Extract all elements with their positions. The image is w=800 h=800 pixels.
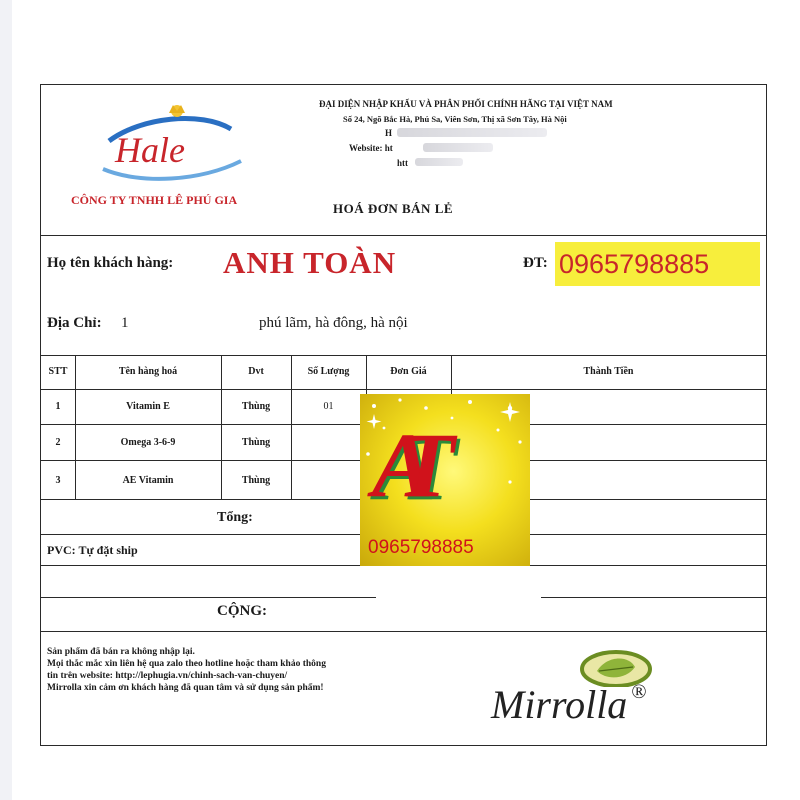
row3-stt: 3 — [55, 475, 61, 486]
blurred-website — [423, 143, 493, 152]
header-import-line: ĐẠI DIỆN NHẬP KHẨU VÀ PHÂN PHỐI CHÍNH HÃNG TẠI VIỆT NAM — [319, 99, 613, 109]
registered-mark: ® — [631, 681, 647, 703]
address-label: Địa Chỉ: — [47, 315, 102, 331]
total-label: Tổng: — [217, 510, 253, 525]
address-value: phú lãm, hà đông, hà nội — [259, 315, 408, 331]
blank-line-right — [541, 597, 766, 598]
row2-unit: Thùng — [241, 437, 271, 448]
page-edge-strip — [0, 0, 12, 800]
sticker-logo-letters: AT — [372, 414, 425, 516]
row1-unit: Thùng — [241, 401, 271, 412]
th-price: Đơn Giá — [390, 366, 427, 377]
table-header-line — [41, 389, 766, 390]
phone-label: ĐT: — [523, 255, 548, 271]
shipping-note: PVC: Tự đặt ship — [47, 543, 138, 557]
row2-name: Omega 3-6-9 — [120, 437, 176, 448]
header-address: Số 24, Ngõ Bắc Hà, Phú Sa, Viên Sơn, Thị xã Sơn Tây, Hà Nội — [343, 114, 567, 124]
brand-name-text: Mirrolla — [491, 682, 628, 727]
customer-label: Họ tên khách hàng: — [47, 255, 174, 271]
th-amount: Thành Tiền — [583, 366, 634, 377]
divider-customer — [41, 355, 766, 356]
footer-line-1: Sản phẩm đã bán ra không nhập lại. — [47, 647, 195, 657]
customer-name: ANH TOÀN — [223, 245, 397, 280]
grand-total-line — [41, 631, 766, 632]
footer-notes — [47, 647, 326, 693]
header-website2: htt — [397, 158, 408, 168]
invoice-title: HOÁ ĐƠN BÁN LẺ — [333, 201, 454, 216]
footer-line-4: Mirrolla xin cảm ơn khách hàng đã quan tâm và sử dụng sản phẩm! — [47, 683, 324, 693]
th-stt: STT — [48, 366, 68, 377]
blurred-website2 — [415, 158, 463, 166]
row3-unit: Thùng — [241, 475, 271, 486]
row2-stt: 2 — [55, 437, 61, 448]
divider-header — [41, 235, 766, 236]
th-qty: Số Lượng — [307, 366, 350, 377]
footer-line-3: tin trên website: http://lephugia.vn/chinh-sach-van-chuyen/ — [47, 671, 288, 681]
row1-stt: 1 — [55, 401, 61, 412]
brand-name — [491, 681, 647, 728]
row3-name: AE Vitamin — [122, 475, 174, 486]
phone-number: 0965798885 — [555, 242, 760, 286]
sticker-phone: 0965798885 — [368, 537, 474, 558]
blank-line-left — [41, 597, 376, 598]
address-number: 1 — [121, 315, 129, 331]
company-logo — [81, 99, 251, 189]
row1-name: Vitamin E — [126, 401, 170, 412]
th-product: Tên hàng hoá — [118, 366, 178, 377]
footer-line-2: Mọi thắc mắc xin liên hệ qua zalo theo hotline hoặc tham khảo thông — [47, 659, 326, 669]
row1-qty: 01 — [323, 401, 334, 412]
company-name: CÔNG TY TNHH LÊ PHÚ GIA — [71, 193, 238, 207]
seller-sticker — [360, 394, 530, 566]
blurred-hotline — [397, 128, 547, 137]
logo-text: Hale — [115, 130, 185, 170]
brand-logo — [481, 647, 741, 737]
header-website: Website: ht — [349, 143, 393, 153]
grand-total-label: CỘNG: — [217, 603, 267, 619]
header-hotline: H — [385, 128, 393, 138]
th-unit: Dvt — [248, 366, 264, 377]
